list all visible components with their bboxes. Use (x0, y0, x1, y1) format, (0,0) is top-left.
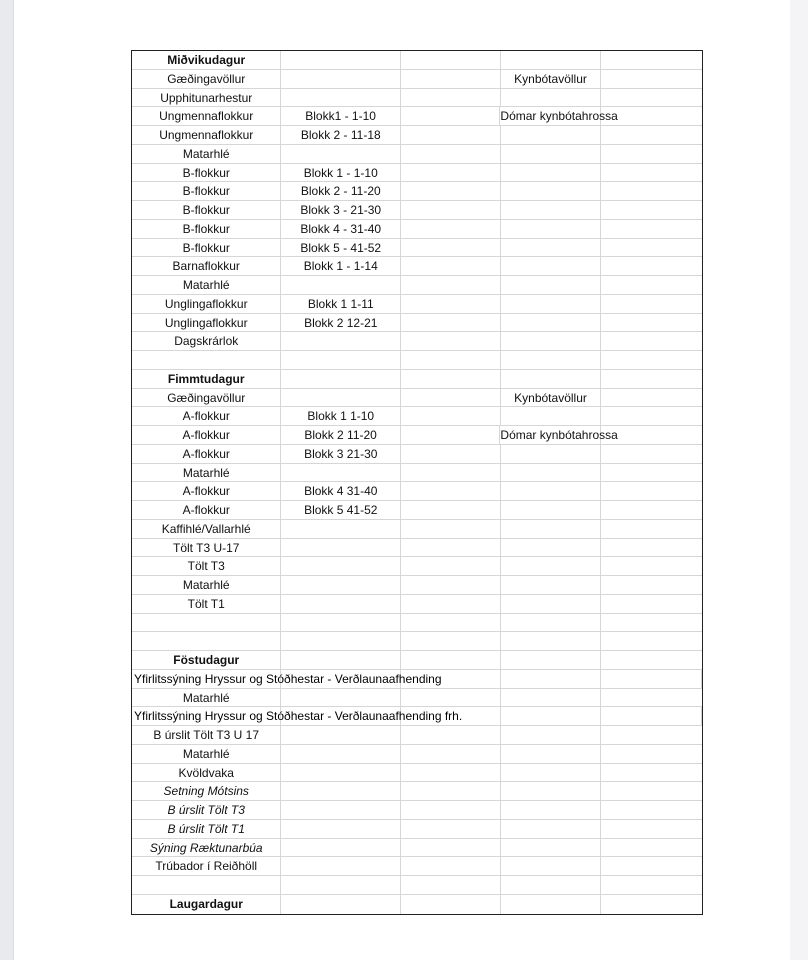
table-row (132, 539, 702, 558)
table-row (132, 351, 702, 370)
table-row (132, 126, 702, 145)
table-row (132, 707, 702, 726)
schedule-table (131, 50, 703, 915)
table-row (132, 482, 702, 501)
event-cell: Kaffihlé/Vallarhlé (132, 520, 281, 538)
table-row (132, 764, 702, 783)
table-row (132, 632, 702, 651)
table-row (132, 370, 702, 389)
block-cell: Blokk 1 - 1-10 (281, 164, 401, 182)
block-cell: Blokk 5 41-52 (281, 501, 401, 519)
table-row (132, 895, 702, 914)
event-cell: Unglingaflokkur (132, 314, 281, 332)
event-cell: Upphitunarhestur (132, 89, 281, 107)
event-cell: Tölt T3 U-17 (132, 539, 281, 557)
event-cell: Kvöldvaka (132, 764, 281, 782)
table-row (132, 839, 702, 858)
event-cell: A-flokkur (132, 501, 281, 519)
table-row (132, 107, 702, 126)
day-heading: Fimmtudagur (132, 370, 281, 388)
table-row (132, 164, 702, 183)
table-row (132, 782, 702, 801)
table-row (132, 70, 702, 89)
event-wide-text: Yfirlitssýning Hryssur og Stóðhestar - Verðlaunaafhending frh. (134, 709, 463, 724)
day-heading: Föstudagur (132, 651, 281, 669)
block-cell: Blokk 2 - 11-18 (281, 126, 401, 144)
table-row (132, 801, 702, 820)
block-cell: Blokk 2 11-20 (281, 426, 400, 444)
table-row (132, 239, 702, 258)
event-cell: B-flokkur (132, 164, 281, 182)
event-cell: Matarhlé (132, 576, 281, 594)
event-cell: B úrslit Tölt T3 (132, 801, 281, 819)
event-cell: Matarhlé (132, 689, 281, 707)
table-row (132, 520, 702, 539)
venue-cell: Kynbótavöllur (501, 389, 602, 407)
event-cell: Trúbador í Reiðhöll (132, 857, 281, 875)
table-row (132, 257, 702, 276)
event-cell: Gæðingavöllur (132, 389, 281, 407)
event-cell: Ungmennaflokkur (132, 126, 281, 144)
block-cell: Blokk 2 - 11-20 (281, 182, 401, 200)
judges-cell: Dómar kynbótahrossa (500, 109, 618, 124)
table-row (132, 876, 702, 895)
table-row (132, 445, 702, 464)
event-cell: Dagskrárlok (132, 332, 281, 350)
block-cell: Blokk 3 - 21-30 (281, 201, 401, 219)
table-row (132, 464, 702, 483)
event-cell: Barnaflokkur (132, 257, 281, 275)
event-cell: B-flokkur (132, 182, 281, 200)
table-row (132, 276, 702, 295)
event-cell: A-flokkur (132, 445, 281, 463)
block-cell: Blokk 4 - 31-40 (281, 220, 401, 238)
event-cell: Sýning Ræktunarbúa (132, 839, 281, 857)
block-cell: Blokk 1 1-10 (281, 407, 401, 425)
table-row (132, 145, 702, 164)
event-wide-text: Yfirlitssýning Hryssur og Stóðhestar - Verðlaunaafhending (134, 671, 442, 686)
table-row (132, 426, 702, 445)
block-cell: Blokk1 - 1-10 (281, 107, 400, 125)
day-heading: Laugardagur (132, 895, 281, 914)
event-cell: Matarhlé (132, 145, 281, 163)
event-cell: B-flokkur (132, 220, 281, 238)
venue-cell: Kynbótavöllur (501, 70, 602, 88)
block-cell: Blokk 4 31-40 (281, 482, 401, 500)
table-row (132, 314, 702, 333)
table-row (132, 182, 702, 201)
event-cell: B úrslit Tölt T3 U 17 (132, 726, 281, 744)
event-cell: B-flokkur (132, 201, 281, 219)
table-row (132, 332, 702, 351)
block-cell: Blokk 2 12-21 (281, 314, 401, 332)
event-cell: Unglingaflokkur (132, 295, 281, 313)
event-cell: A-flokkur (132, 426, 281, 444)
event-cell: A-flokkur (132, 407, 281, 425)
table-row (132, 220, 702, 239)
table-row (132, 745, 702, 764)
table-row (132, 595, 702, 614)
table-row (132, 689, 702, 708)
table-row (132, 651, 702, 670)
viewer-edge (790, 0, 808, 960)
table-row (132, 407, 702, 426)
document-page (14, 0, 790, 960)
event-cell: Matarhlé (132, 276, 281, 294)
table-row (132, 670, 702, 689)
judges-cell: Dómar kynbótahrossa (500, 428, 618, 442)
table-row (132, 614, 702, 633)
event-cell: Tölt T1 (132, 595, 281, 613)
table-row (132, 576, 702, 595)
table-row (132, 89, 702, 108)
table-row (132, 557, 702, 576)
event-cell: Matarhlé (132, 745, 281, 763)
event-cell: B úrslit Tölt T1 (132, 820, 281, 838)
event-cell: A-flokkur (132, 482, 281, 500)
table-row (132, 820, 702, 839)
event-cell: Matarhlé (132, 464, 281, 482)
event-cell: Tölt T3 (132, 557, 281, 575)
event-cell: Gæðingavöllur (132, 70, 281, 88)
day-heading: Miðvikudagur (132, 51, 281, 69)
table-row (132, 389, 702, 408)
table-row (132, 295, 702, 314)
block-cell: Blokk 3 21-30 (281, 445, 401, 463)
block-cell: Blokk 1 - 1-14 (281, 257, 401, 275)
table-row (132, 51, 702, 70)
table-row (132, 726, 702, 745)
table-row (132, 501, 702, 520)
table-row (132, 857, 702, 876)
block-cell: Blokk 5 - 41-52 (281, 239, 401, 257)
event-cell: Ungmennaflokkur (132, 107, 281, 125)
table-row (132, 201, 702, 220)
event-cell: B-flokkur (132, 239, 281, 257)
block-cell: Blokk 1 1-11 (281, 295, 401, 313)
event-cell: Setning Mótsins (132, 782, 281, 800)
